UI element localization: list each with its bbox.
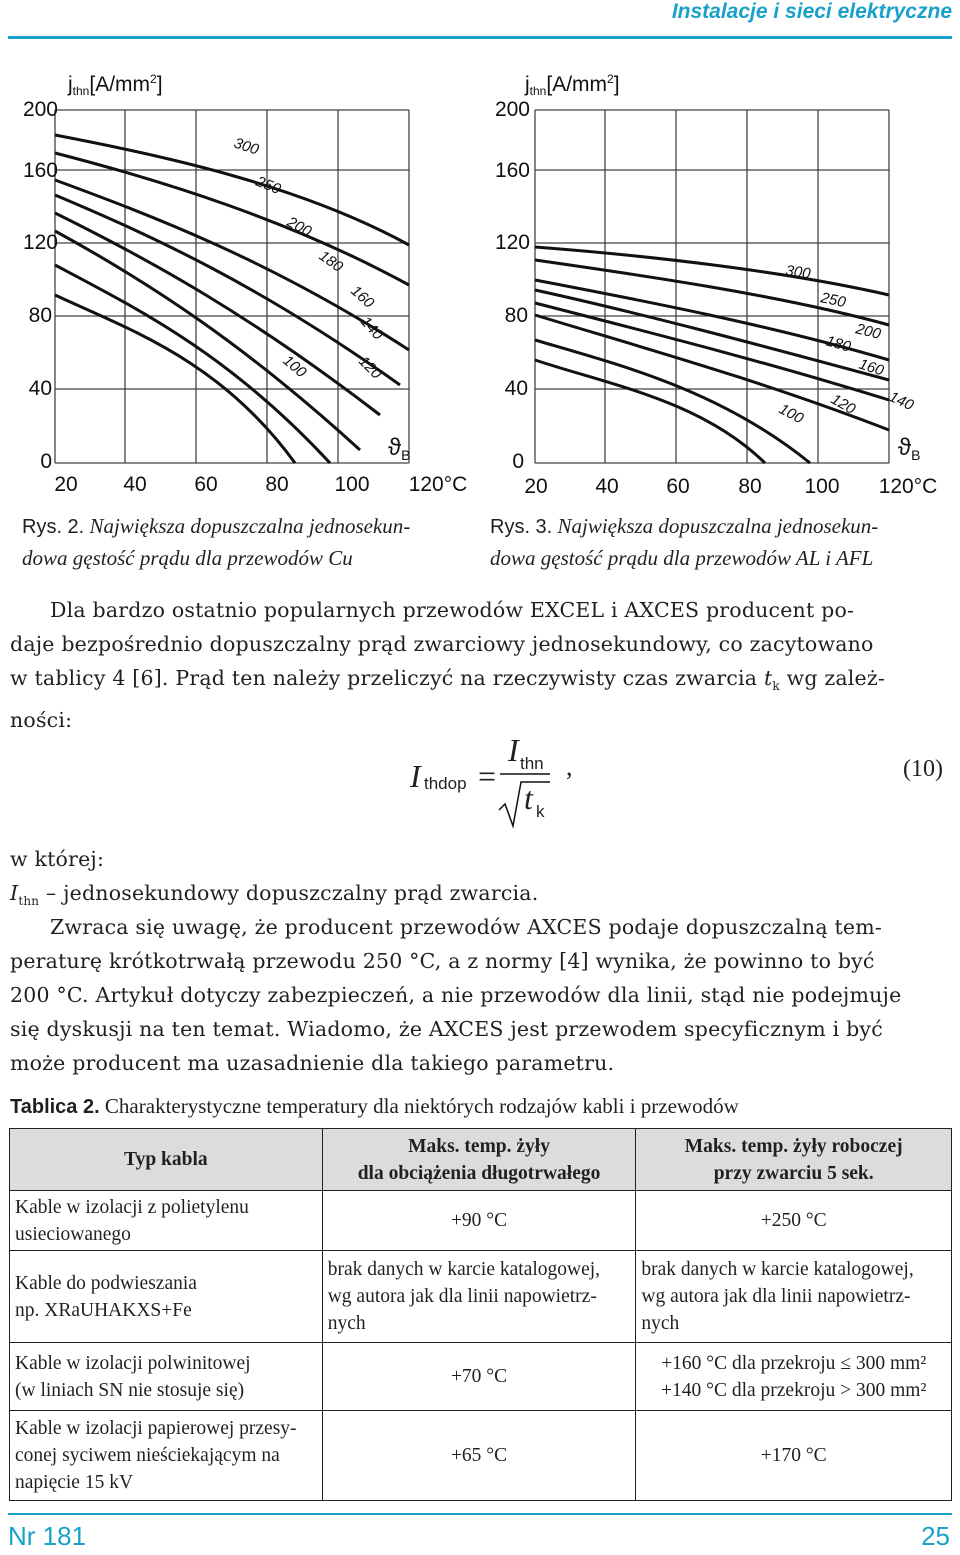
xtick-label: 100 <box>804 475 840 498</box>
xtick-label: 80 <box>265 473 289 496</box>
curve-label: 100 <box>776 400 807 428</box>
cell-short: +170 °C <box>636 1411 952 1501</box>
formula-den-sub: k <box>536 802 545 821</box>
cell-type: Kable w izolacji z polietylenu usieciowanego <box>10 1191 323 1251</box>
curve-label: 250 <box>819 289 848 312</box>
chart-al-theta: $ϑ_B$ <box>898 434 921 463</box>
ytick-label: 200 <box>494 98 530 121</box>
header-short-circuit: Maks. temp. żyły roboczej przy zwarciu 5 sek. <box>636 1129 952 1191</box>
cell-long: brak danych w karcie katalogowej, wg autora jak dla linii napowietrz- nych <box>322 1251 636 1343</box>
curve-al-120 <box>535 340 810 463</box>
xtick-label: 20 <box>54 473 78 496</box>
curve-label: 200 <box>854 320 883 343</box>
cell-type: Kable w izolacji polwinitowej (w liniach SN nie stosuje się) <box>10 1343 323 1411</box>
cell-short: brak danych w karcie katalogowej, wg autora jak dla linii napowietrz- nych <box>636 1251 952 1343</box>
ytick-label: 120 <box>494 231 530 254</box>
formula-den-t: t <box>524 780 533 816</box>
caption-label: Rys. 3. <box>490 516 553 538</box>
table-row <box>10 1343 952 1411</box>
xtick-label: 60 <box>666 475 690 498</box>
ytick-label: 160 <box>22 159 58 182</box>
table-row <box>10 1251 952 1343</box>
xtick-label: 120°C <box>878 475 938 498</box>
chart-cu-curve-labels <box>232 135 387 383</box>
ytick-label: 200 <box>22 98 58 121</box>
issue-number: Nr 181 <box>8 1521 87 1551</box>
ithn-definition: $I_{thn}$ – jednosekundowy dopuszczalny prąd zwarcia. <box>10 881 539 909</box>
caption-text: dowa gęstość prądu dla przewodów Cu <box>22 546 353 570</box>
chart-al-yticks <box>495 98 530 473</box>
chart-al-xticks <box>524 475 937 498</box>
formula-comma: , <box>566 752 573 781</box>
table-row <box>10 1191 952 1251</box>
chart-cu-ylabel: $jthn[A/mm^2]$ <box>68 72 163 98</box>
caption-label: Rys. 2. <box>22 516 85 538</box>
xtick-label: 80 <box>738 475 762 498</box>
chart-al-ylabel: $jthn[A/mm^2]$ <box>525 72 620 98</box>
chart-cu-xticks <box>54 473 467 496</box>
formula-lhs-I: I <box>410 758 421 794</box>
caption-text: Największa dopuszczalna jednosekun- <box>84 514 411 538</box>
formula-num-I: I <box>508 732 519 768</box>
curve-label: 180 <box>823 332 853 356</box>
curve-label: 120 <box>828 390 859 418</box>
curve-label: 120 <box>355 352 385 383</box>
ytick-label: 0 <box>512 450 524 473</box>
curve-label: 100 <box>279 352 310 382</box>
table-caption: Tablica 2. Charakterystyczne temperatury dla niektórych rodzajów kabli i przewodów <box>10 1094 739 1118</box>
xtick-label: 120°C <box>408 473 468 496</box>
footer-rule <box>8 1513 952 1515</box>
figure-caption-cu <box>22 511 492 574</box>
formula-10 <box>0 730 960 830</box>
curve-cu-140 <box>55 231 360 450</box>
curve-label: 140 <box>886 388 917 415</box>
table-row <box>10 1411 952 1501</box>
cell-type: Kable do podwieszania np. XRaUHAKXS+Fe <box>10 1251 323 1343</box>
curve-label: 180 <box>315 247 346 276</box>
ytick-label: 40 <box>28 377 52 400</box>
xtick-label: 20 <box>524 475 548 498</box>
ytick-label: 80 <box>504 304 528 327</box>
curve-label: 140 <box>357 313 387 344</box>
formula-num-sub: thn <box>520 754 544 773</box>
caption-text: Największa dopuszczalna jednosekun- <box>552 514 879 538</box>
temperature-table <box>9 1128 952 1501</box>
curve-label: 160 <box>347 282 378 312</box>
running-header: Instalacje i sieci elektryczne <box>671 0 952 23</box>
cell-short: +160 °C dla przekroju ≤ 300 mm² +140 °C dla przekroju > 300 mm² <box>636 1343 952 1411</box>
figure-caption-al <box>490 511 960 574</box>
curve-label: 200 <box>284 213 315 241</box>
xtick-label: 40 <box>595 475 619 498</box>
header-long-term: Maks. temp. żyły dla obciążenia długotrwałego <box>322 1129 636 1191</box>
ytick-label: 80 <box>28 304 52 327</box>
curve-cu-100 <box>55 295 295 463</box>
paragraph-1: Dla bardzo ostatnio popularnych przewodów EXCEL i AXCES producent po- <box>50 598 855 622</box>
chart-cu-yticks <box>23 98 58 473</box>
xtick-label: 60 <box>194 473 218 496</box>
formula-eq: = <box>478 758 497 794</box>
page-number: 25 <box>921 1521 950 1551</box>
curve-label: 300 <box>784 262 812 283</box>
chart-al <box>480 55 960 500</box>
ytick-label: 120 <box>22 231 58 254</box>
xtick-label: 40 <box>123 473 147 496</box>
header-cable-type: Typ kabla <box>10 1129 323 1191</box>
formula-lhs-sub: thdop <box>424 774 467 793</box>
ytick-label: 0 <box>40 450 52 473</box>
cell-short: +250 °C <box>636 1191 952 1251</box>
curve-label: 160 <box>856 355 886 380</box>
p1-line3: w tablicy 4 [6]. Prąd ten należy przeliczyć na rzeczywisty czas zwarcia $t_k$ wg zależ- <box>10 666 886 694</box>
curve-cu-300 <box>55 135 409 245</box>
cell-long: +70 °C <box>322 1343 636 1411</box>
chart-al-curves <box>535 247 889 463</box>
chart-cu-theta: $ϑ_B$ <box>388 434 411 463</box>
where-block: w której: $I_{thn}$ – jednosekundowy dopuszczalny prąd zwarcia. <box>10 842 950 918</box>
curve-cu-180 <box>55 195 400 385</box>
cell-long: +90 °C <box>322 1191 636 1251</box>
ytick-label: 160 <box>494 159 530 182</box>
cell-type: Kable w izolacji papierowej przesy- conej syciwem nieściekającym na napięcie 15 kV <box>10 1411 323 1501</box>
paragraph-1-cont: daje bezpośrednio dopuszczalny prąd zwarciowy jednosekundowy, co zacytowano w tablicy 4 [6]. Prąd ten należy przeliczyć na rzeczywisty czas zwarcia $t_k$ wg zależ- ności: <box>10 627 950 737</box>
curve-label: 250 <box>253 172 284 199</box>
caption-text: dowa gęstość prądu dla przewodów AL i AFL <box>490 546 874 570</box>
cell-long: +65 °C <box>322 1411 636 1501</box>
xtick-label: 100 <box>334 473 370 496</box>
header-rule <box>8 36 952 39</box>
table-header-row <box>10 1129 952 1191</box>
curve-label: 300 <box>231 134 261 159</box>
paragraph-2: Zwraca się uwagę, że producent przewodów AXCES podaje dopuszczalną tem- peraturę krótkotrwałą przewodu 250 °C, a z normy [4] wynika, że powinno to być 200 °C. Artykuł dotyczy zabezpieczeń, a nie przewodów dla linii, stąd nie podejmuje się dyskusji na ten temat. Wiadomo, że AXCES jest przewodem specyficznym i być może producent ma uzasadnienie dla takiego parametru. <box>10 915 902 1075</box>
formula-number: (10) <box>903 756 943 782</box>
ytick-label: 40 <box>504 377 528 400</box>
chart-cu <box>0 55 480 500</box>
